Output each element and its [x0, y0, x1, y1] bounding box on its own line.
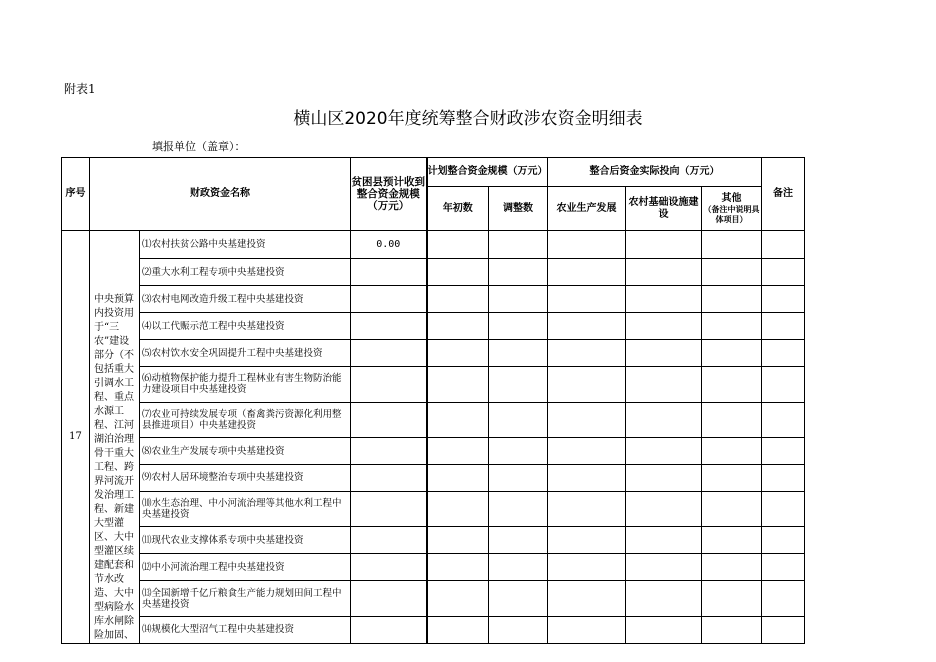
empty-cell: [626, 554, 702, 581]
header-agri-dev: 农业生产发展: [548, 187, 626, 231]
table-row: [62, 465, 805, 492]
empty-cell: [626, 527, 702, 554]
empty-cell: [489, 313, 548, 340]
empty-cell: [626, 286, 702, 313]
empty-cell: [427, 259, 489, 286]
empty-cell: [548, 231, 626, 259]
header-rural-infra: 农村基础设施建设: [626, 187, 702, 231]
header-fund-name: 财政资金名称: [90, 158, 351, 231]
header-seq: 序号: [62, 158, 90, 231]
empty-cell: [427, 366, 489, 402]
empty-cell: [626, 340, 702, 367]
item-name: ⑶农村电网改造升级工程中央基建投资: [140, 286, 351, 313]
empty-cell: [762, 616, 805, 643]
table-row: [62, 286, 805, 313]
item-estimate: [351, 438, 427, 465]
empty-cell: [548, 259, 626, 286]
item-estimate: [351, 286, 427, 313]
header-other: [702, 187, 762, 231]
item-name: ⑻农业生产发展专项中央基建投资: [140, 438, 351, 465]
empty-cell: [702, 366, 762, 402]
empty-cell: [762, 231, 805, 259]
empty-cell: [762, 286, 805, 313]
header-other-label: 其他: [721, 192, 742, 204]
empty-cell: [427, 616, 489, 643]
item-estimate: [351, 402, 427, 438]
empty-cell: [702, 231, 762, 259]
empty-cell: [626, 259, 702, 286]
table-row: [62, 231, 805, 259]
item-estimate: [351, 554, 427, 581]
empty-cell: [489, 231, 548, 259]
empty-cell: [762, 438, 805, 465]
empty-cell: [489, 616, 548, 643]
item-name: ⑾现代农业支撑体系专项中央基建投资: [140, 527, 351, 554]
item-estimate: [351, 491, 427, 527]
table-row: [62, 491, 805, 527]
empty-cell: [702, 527, 762, 554]
header-remark: 备注: [762, 158, 805, 231]
empty-cell: [626, 616, 702, 643]
item-estimate: [351, 581, 427, 617]
empty-cell: [427, 313, 489, 340]
empty-cell: [626, 402, 702, 438]
empty-cell: [762, 366, 805, 402]
table-row: [62, 527, 805, 554]
row-seq: 17: [62, 231, 90, 644]
reporting-unit-label: 填报单位（盖章）：: [152, 140, 246, 153]
empty-cell: [548, 527, 626, 554]
empty-cell: [427, 402, 489, 438]
empty-cell: [489, 527, 548, 554]
header-plan-group: 计划整合资金规模（万元）: [427, 158, 548, 187]
item-estimate: [351, 616, 427, 643]
empty-cell: [702, 616, 762, 643]
item-estimate: [351, 465, 427, 492]
table-row: [62, 616, 805, 643]
item-name: ⑹动植物保护能力提升工程林业有害生物防治能力建设项目中央基建投资: [140, 366, 351, 402]
empty-cell: [762, 259, 805, 286]
empty-cell: [702, 313, 762, 340]
empty-cell: [762, 313, 805, 340]
empty-cell: [489, 259, 548, 286]
page-title: 横山区2020年度统筹整合财政涉农资金明细表: [293, 109, 643, 129]
table-row: [62, 581, 805, 617]
empty-cell: [626, 231, 702, 259]
header-other-note: （备注中说明具体项目）: [703, 204, 760, 224]
empty-cell: [548, 366, 626, 402]
empty-cell: [702, 465, 762, 492]
empty-cell: [702, 340, 762, 367]
empty-cell: [427, 581, 489, 617]
empty-cell: [626, 465, 702, 492]
annex-label: 附表1: [64, 82, 96, 96]
item-name: ⑽水生态治理、中小河流治理等其他水利工程中央基建投资: [140, 491, 351, 527]
empty-cell: [548, 402, 626, 438]
table-row: [62, 438, 805, 465]
empty-cell: [489, 554, 548, 581]
empty-cell: [762, 465, 805, 492]
empty-cell: [702, 286, 762, 313]
empty-cell: [548, 286, 626, 313]
empty-cell: [489, 465, 548, 492]
empty-cell: [427, 527, 489, 554]
empty-cell: [489, 340, 548, 367]
empty-cell: [702, 554, 762, 581]
empty-cell: [489, 286, 548, 313]
empty-cell: [702, 491, 762, 527]
item-name: ⑷以工代赈示范工程中央基建投资: [140, 313, 351, 340]
item-name: ⒀全国新增千亿斤粮食生产能力规划田间工程中央基建投资: [140, 581, 351, 617]
table-row: [62, 313, 805, 340]
table-row: [62, 340, 805, 367]
table-row: [62, 366, 805, 402]
empty-cell: [427, 465, 489, 492]
empty-cell: [762, 554, 805, 581]
empty-cell: [427, 231, 489, 259]
item-name: ⑴农村扶贫公路中央基建投资: [140, 231, 351, 259]
item-name: ⑵重大水利工程专项中央基建投资: [140, 259, 351, 286]
item-name: ⑺农业可持续发展专项（畜禽粪污资源化利用整县推进项目）中央基建投资: [140, 402, 351, 438]
empty-cell: [427, 438, 489, 465]
row-category: 中央预算内投资用于“三农”建设部分（不包括重大引调水工程、重点水源工程、江河湖泊治理骨干重大工程、跨界河流开发治理工程、新建大型灌区、大中型灌区续建配套和节水改造、大中型病险水库水闸除险加固、: [90, 231, 140, 644]
empty-cell: [548, 491, 626, 527]
funds-table: [61, 157, 805, 644]
empty-cell: [548, 313, 626, 340]
empty-cell: [626, 438, 702, 465]
empty-cell: [548, 438, 626, 465]
empty-cell: [548, 554, 626, 581]
table-row: [62, 554, 805, 581]
item-estimate: [351, 340, 427, 367]
empty-cell: [762, 491, 805, 527]
table-row: [62, 259, 805, 286]
empty-cell: [548, 616, 626, 643]
empty-cell: [427, 286, 489, 313]
header-plan-initial: 年初数: [427, 187, 489, 231]
item-name: ⑼农村人居环境整治专项中央基建投资: [140, 465, 351, 492]
empty-cell: [548, 340, 626, 367]
empty-cell: [626, 366, 702, 402]
empty-cell: [427, 340, 489, 367]
empty-cell: [702, 259, 762, 286]
item-name: ⒁规模化大型沼气工程中央基建投资: [140, 616, 351, 643]
empty-cell: [489, 581, 548, 617]
empty-cell: [762, 581, 805, 617]
empty-cell: [762, 402, 805, 438]
item-name: ⑿中小河流治理工程中央基建投资: [140, 554, 351, 581]
item-name: ⑸农村饮水安全巩固提升工程中央基建投资: [140, 340, 351, 367]
empty-cell: [702, 581, 762, 617]
empty-cell: [762, 527, 805, 554]
empty-cell: [548, 581, 626, 617]
empty-cell: [626, 491, 702, 527]
header-actual-group: 整合后资金实际投向（万元）: [548, 158, 762, 187]
item-estimate: [351, 259, 427, 286]
empty-cell: [489, 366, 548, 402]
empty-cell: [489, 438, 548, 465]
header-plan-adjust: 调整数: [489, 187, 548, 231]
empty-cell: [548, 465, 626, 492]
item-estimate: [351, 366, 427, 402]
empty-cell: [626, 581, 702, 617]
empty-cell: [489, 491, 548, 527]
item-estimate: [351, 313, 427, 340]
item-estimate: [351, 527, 427, 554]
empty-cell: [427, 491, 489, 527]
empty-cell: [626, 313, 702, 340]
item-estimate: 0.00: [351, 231, 427, 259]
empty-cell: [762, 340, 805, 367]
empty-cell: [489, 402, 548, 438]
empty-cell: [427, 554, 489, 581]
empty-cell: [702, 402, 762, 438]
table-row: [62, 402, 805, 438]
header-county-estimate: 贫困县预计收到整合资金规模（万元）: [351, 158, 427, 231]
empty-cell: [702, 438, 762, 465]
